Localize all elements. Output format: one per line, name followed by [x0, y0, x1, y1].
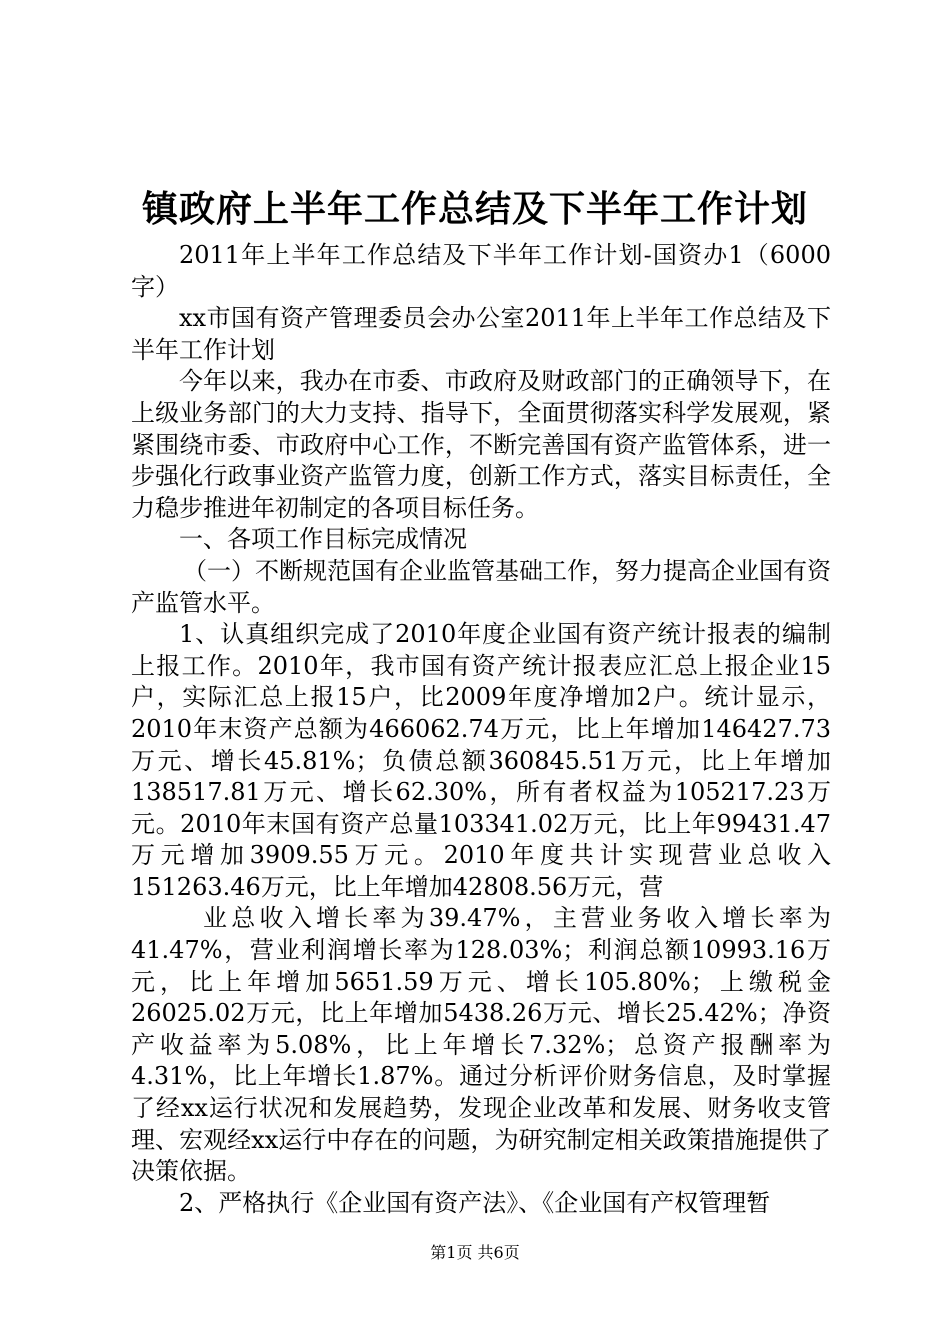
document-title: 镇政府上半年工作总结及下半年工作计划	[141, 188, 808, 230]
paragraph-item-1: 1、认真组织完成了2010年度企业国有资产统计报表的编制上报工作。2010年，我市国有资产统计报表应汇总上报企业15户，实际汇总上报15户，比2009年度净增加2户。统计显示，2010年末资产总额为466062.74万元，比上年增加146427.73万元、增长45.81%；负债总额360845.51万元，比上年增加138517.81万元、增长62.30%，所有者权益为105217.23万元。2010年末国有资产总量103341.02万元，比上年99431.47万元增加3909.55万元。2010年度共计实现营业总收入151263.46万元，比上年增加42808.56万元，营	[131, 620, 831, 901]
paragraph-item-2: 2、严格执行《企业国有资产法》、《企业国有产权管理暂	[179, 1188, 771, 1217]
paragraph-office-heading: xx市国有资产管理委员会办公室2011年上半年工作总结及下半年工作计划	[131, 304, 831, 364]
page-number-footer: 第1页 共6页	[430, 1243, 520, 1262]
paragraph-subtitle: 2011年上半年工作总结及下半年工作计划-国资办1（6000字）	[131, 241, 831, 301]
document-body	[131, 240, 831, 1219]
paragraph-subsection-heading: （一）不断规范国有企业监管基础工作，努力提高企业国有资产监管水平。	[131, 556, 831, 617]
paragraph-section-heading: 一、各项工作目标完成情况	[179, 525, 467, 554]
paragraph-item-1-continued: 业总收入增长率为39.47%，主营业务收入增长率为41.47%，营业利润增长率为128.03%；利润总额10993.16万元，比上年增加5651.59万元、增长105.80%；上缴税金26025.02万元，比上年增加5438.26万元、增长25.42%；净资产收益率为5.08%，比上年增长7.32%；总资产报酬率为4.31%，比上年增长1.87%。通过分析评价财务信息，及时掌握了经xx运行状况和发展趋势，发现企业改革和发展、财务收支管理、宏观经xx运行中存在的问题，为研究制定相关政策措施提供了决策依据。	[131, 904, 831, 1186]
paragraph-intro: 今年以来，我办在市委、市政府及财政部门的正确领导下，在上级业务部门的大力支持、指导下，全面贯彻落实科学发展观，紧紧围绕市委、市政府中心工作，不断完善国有资产监管体系，进一步强化行政事业资产监管力度，创新工作方式，落实目标责任，全力稳步推进年初制定的各项目标任务。	[131, 367, 831, 522]
